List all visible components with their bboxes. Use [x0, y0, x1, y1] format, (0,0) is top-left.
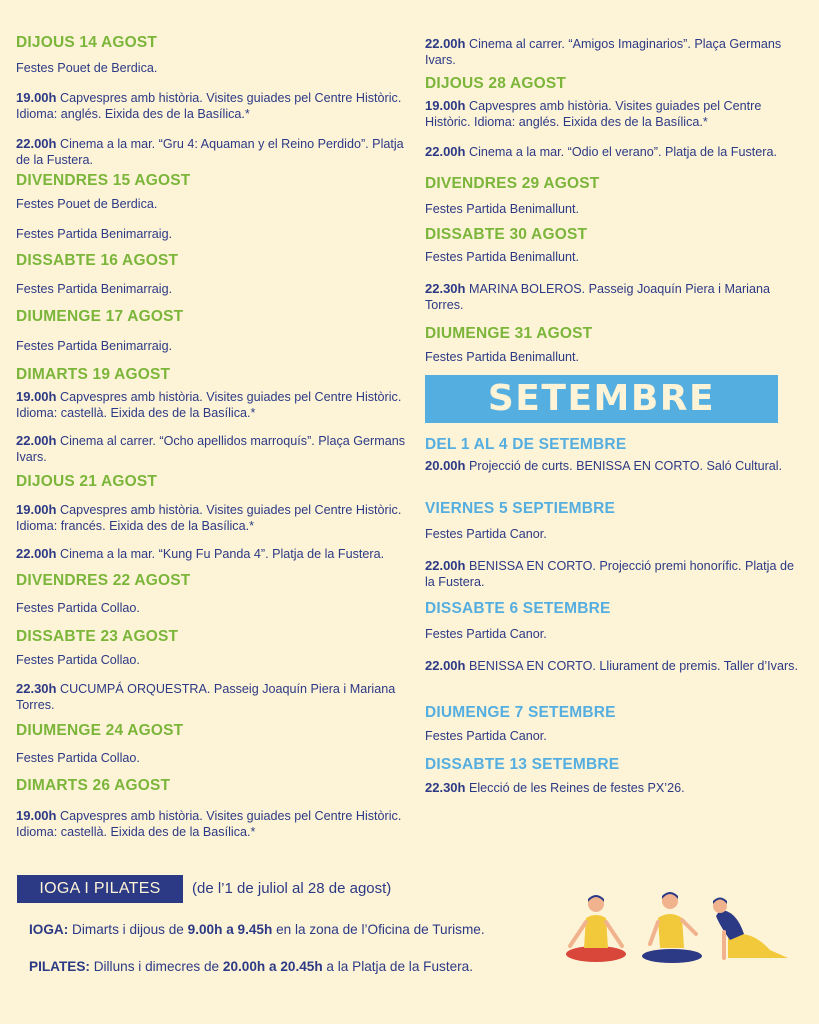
ioga-label: IOGA:: [29, 922, 69, 937]
september-banner: SETEMBRE: [425, 375, 778, 423]
day-block: [16, 777, 406, 840]
day-heading: DIVENDRES 22 AGOST: [16, 572, 191, 589]
day-block: [425, 704, 800, 744]
day-heading: DISSABTE 6 SETEMBRE: [425, 600, 611, 617]
day-heading: DIVENDRES 29 AGOST: [425, 175, 600, 192]
stretching-figure-icon: [642, 892, 702, 963]
event-item: Festes Partida Benimarraig.: [16, 282, 173, 296]
event-item: Festes Partida Benimarraig.: [16, 227, 173, 241]
event-item: 22.00h Cinema a la mar. “Gru 4: Aquaman y el Reino Perdido”. Platja de la Fustera.: [16, 136, 404, 167]
day-heading: DISSABTE 30 AGOST: [425, 226, 588, 243]
day-heading: DISSABTE 13 SETEMBRE: [425, 756, 620, 773]
event-item: Festes Pouet de Berdica.: [16, 197, 158, 211]
day-heading: DIJOUS 28 AGOST: [425, 75, 567, 92]
event-item: 22.00h Cinema a la mar. “Odio el verano”. Platja de la Fustera.: [425, 144, 777, 159]
event-item: 19.00h Capvespres amb història. Visites guiades pel Centre Històric. Idioma: anglés. Eixida des de la Basílica.*: [16, 90, 402, 121]
event-item: Festes Partida Benimallunt.: [425, 202, 579, 216]
pilates-schedule: PILATES: Dilluns i dimecres de 20.00h a 20.45h a la Platja de la Fustera.: [29, 959, 474, 974]
day-heading: DIJOUS 14 AGOST: [16, 34, 158, 51]
event-item: 22.30h Elecció de les Reines de festes PX’26.: [425, 780, 685, 795]
event-item: Festes Partida Collao.: [16, 751, 140, 765]
day-block: [425, 325, 800, 365]
event-item: 22.00h Cinema a la mar. “Kung Fu Panda 4”. Platja de la Fustera.: [16, 546, 385, 561]
event-item: 19.00h Capvespres amb història. Visites guiades pel Centre Històric. Idioma: castellà. Eixida des de la Basílica.*: [16, 808, 402, 839]
event-item: Festes Partida Benimallunt.: [425, 250, 579, 264]
day-heading: DIMARTS 19 AGOST: [16, 366, 171, 383]
event-item: Festes Partida Benimarraig.: [16, 339, 173, 353]
event-item: Festes Partida Collao.: [16, 653, 140, 667]
event-item: 22.00h BENISSA EN CORTO. Lliurament de premis. Taller d’Ivars.: [425, 658, 798, 673]
day-block: [425, 600, 800, 674]
day-heading: DISSABTE 16 AGOST: [16, 252, 179, 269]
day-heading: DISSABTE 23 AGOST: [16, 628, 179, 645]
day-block: [16, 366, 406, 465]
event-item: Festes Partida Canor.: [425, 627, 547, 641]
event-item: Festes Partida Canor.: [425, 527, 547, 541]
event-item: 22.00h Cinema al carrer. “Amigos Imaginarios”. Plaça Germans Ivars.: [425, 36, 782, 67]
day-block: [16, 473, 406, 562]
meditating-figure-icon: [566, 895, 626, 962]
day-block: [425, 75, 800, 160]
day-heading: DIUMENGE 7 SETEMBRE: [425, 704, 616, 721]
day-block: [16, 722, 406, 766]
day-heading: DIUMENGE 31 AGOST: [425, 325, 593, 342]
day-block: [425, 226, 800, 313]
day-block: [16, 34, 406, 168]
day-heading: DIMARTS 26 AGOST: [16, 777, 171, 794]
event-item: Festes Pouet de Berdica.: [16, 61, 158, 75]
day-block: [16, 628, 406, 713]
event-item: 22.00h Cinema al carrer. “Ocho apellidos marroquís”. Plaça Germans Ivars.: [16, 433, 406, 464]
day-block: [425, 175, 800, 217]
day-heading: DIVENDRES 15 AGOST: [16, 172, 191, 189]
day-block: [425, 756, 800, 796]
day-heading: DEL 1 AL 4 DE SETEMBRE: [425, 436, 627, 453]
event-item: 22.30h MARINA BOLEROS. Passeig Joaquín Piera i Mariana Torres.: [425, 281, 770, 312]
event-item: 19.00h Capvespres amb història. Visites guiades pel Centre Històric. Idioma: anglés. Eixida des de la Basílica.*: [425, 98, 762, 129]
day-heading: VIERNES 5 SEPTIEMBRE: [425, 500, 616, 517]
day-heading: DIJOUS 21 AGOST: [16, 473, 158, 490]
yoga-title-badge: IOGA I PILATES: [17, 875, 183, 903]
cobra-pose-figure-icon: [713, 898, 788, 959]
day-block: [16, 172, 406, 242]
event-item: Festes Partida Collao.: [16, 601, 140, 615]
day-heading: DIUMENGE 17 AGOST: [16, 308, 184, 325]
event-item: Festes Partida Benimallunt.: [425, 350, 579, 364]
day-block: [425, 436, 800, 474]
day-block: [425, 36, 800, 68]
event-item: 20.00h Projecció de curts. BENISSA EN CORTO. Saló Cultural.: [425, 458, 783, 473]
day-block: [16, 572, 406, 616]
yoga-date-range: (de l’1 de juliol al 28 de agost): [192, 880, 392, 897]
day-block: [16, 252, 406, 297]
ioga-schedule: IOGA: Dimarts i dijous de 9.00h a 9.45h en la zona de l’Oficina de Turisme.: [29, 922, 485, 937]
yoga-figures-illustration: [560, 888, 792, 968]
pilates-label: PILATES:: [29, 959, 90, 974]
event-item: Festes Partida Canor.: [425, 729, 547, 743]
event-item: 22.00h BENISSA EN CORTO. Projecció premi honorífic. Platja de la Fustera.: [425, 558, 794, 589]
day-block: [425, 500, 800, 590]
day-heading: DIUMENGE 24 AGOST: [16, 722, 184, 739]
event-item: 22.30h CUCUMPÁ ORQUESTRA. Passeig Joaquín Piera i Mariana Torres.: [16, 681, 396, 712]
day-block: [16, 308, 406, 354]
event-item: 19.00h Capvespres amb història. Visites guiades pel Centre Històric. Idioma: castellà. Eixida des de la Basílica.*: [16, 389, 402, 420]
event-item: 19.00h Capvespres amb història. Visites guiades pel Centre Històric. Idioma: francés. Eixida des de la Basílica.*: [16, 502, 402, 533]
